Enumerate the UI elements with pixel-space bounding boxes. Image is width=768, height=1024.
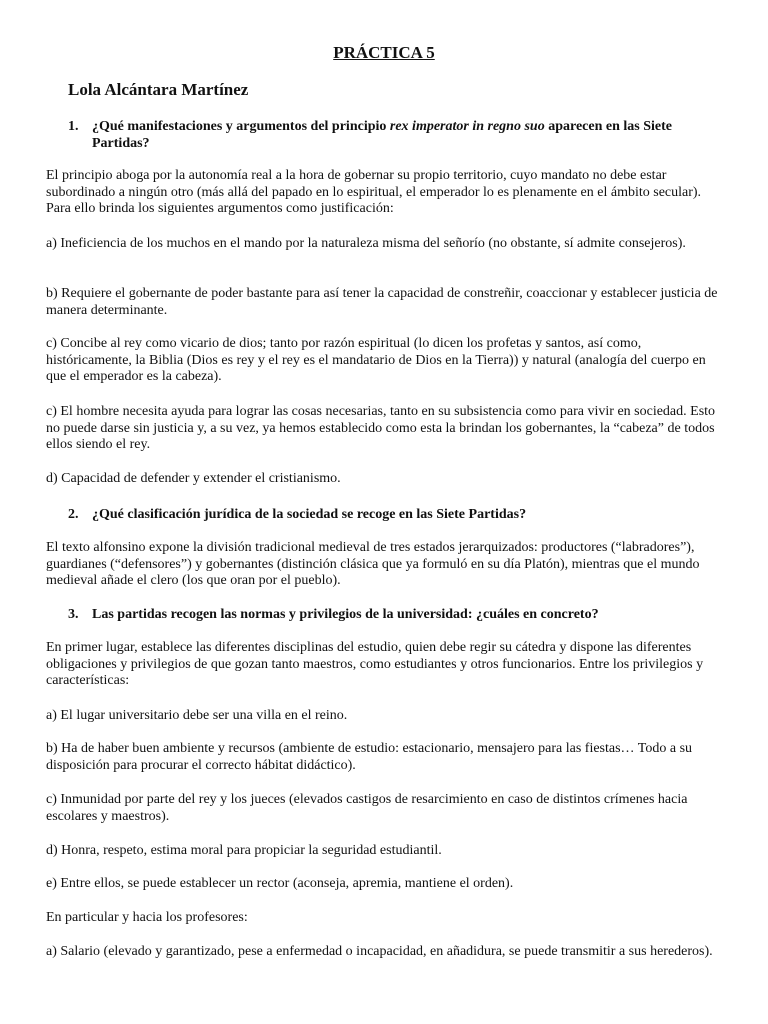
paragraph: a) Salario (elevado y garantizado, pese a enfermedad o incapacidad, en añadidura, se puede transmitir a sus herederos). [46, 944, 713, 959]
question-number: 2. [68, 507, 79, 522]
question-text: ¿Qué clasificación jurídica de la sociedad se recoge en las Siete Partidas? [92, 507, 527, 522]
paragraph: a) Ineficiencia de los muchos en el mando por la naturaleza misma del señorío (no obstante, sí admite consejeros). [46, 236, 686, 251]
paragraph: d) Honra, respeto, estima moral para propiciar la seguridad estudiantil. [46, 843, 442, 858]
question-text: Las partidas recogen las normas y privilegios de la universidad: ¿cuáles en concreto? [92, 607, 599, 622]
paragraph: c) El hombre necesita ayuda para lograr las cosas necesarias, tanto en su subsistencia como para vivir en sociedad. Esto no puede darse sin justicia y, a su vez, ya hemos establecido como esta la brindan los gobernantes, la “cabeza” de todos ellos siendo el rey. [46, 404, 716, 452]
paragraph: El texto alfonsino expone la división tradicional medieval de tres estados jerarquizados: productores (“labradores”), guardianes (“defensores”) y gobernantes (distinción clásica que ya formuló en su día Platón), mientras que el mundo medieval añade el clero (los que oran por el pueblo). [46, 540, 700, 588]
paragraph: En particular y hacia los profesores: [46, 910, 248, 925]
author-name: Lola Alcántara Martínez [68, 80, 249, 99]
page-title: PRÁCTICA 5 [333, 43, 435, 62]
paragraph: El principio aboga por la autonomía real a la hora de gobernar su propio territorio, cuyo mandato no debe estar subordinado a ningún otro (más allá del papado en lo espiritual, el emperador lo es plenamente en el ámbito secular). Para ello brinda los siguientes argumentos como justificación: [46, 168, 702, 216]
question-text: ¿Qué manifestaciones y argumentos del principio rex imperator in regno suo aparecen en las Siete Partidas? [92, 119, 672, 151]
paragraph: d) Capacidad de defender y extender el cristianismo. [46, 471, 341, 486]
paragraph: c) Inmunidad por parte del rey y los jueces (elevados castigos de resarcimiento en caso de distintos crímenes hacia escolares y maestros). [46, 792, 688, 824]
question-3 [68, 606, 708, 623]
paragraph: e) Entre ellos, se puede establecer un rector (aconseja, apremia, mantiene el orden). [46, 876, 514, 891]
question-2 [68, 506, 708, 523]
paragraph: b) Requiere el gobernante de poder bastante para así tener la capacidad de constreñir, coaccionar y establecer justicia de manera determinante. [46, 286, 718, 318]
question-number: 3. [68, 607, 79, 622]
question-1 [68, 118, 708, 152]
paragraph: c) Concibe al rey como vicario de dios; tanto por razón espiritual (lo dicen los profetas y santos, así como, históricamente, la Biblia (Dios es rey y el rey es el mandatario de Dios en la Tierra)) y natural (analogía del cuerpo en que el emperador es la cabeza). [46, 336, 706, 384]
latin-phrase: rex imperator in regno suo [389, 119, 545, 134]
paragraph: b) Ha de haber buen ambiente y recursos (ambiente de estudio: estacionario, mensajero para las fiestas… Todo a su disposición para procurar el correcto hábitat didáctico). [46, 741, 693, 773]
paragraph: a) El lugar universitario debe ser una villa en el reino. [46, 708, 348, 723]
question-number: 1. [68, 119, 79, 134]
paragraph: En primer lugar, establece las diferentes disciplinas del estudio, quien debe regir su cátedra y dispone las diferentes obligaciones y privilegios de que gozan tanto maestros, como estudiantes y otros funcionarios. Entre los privilegios y características: [46, 640, 704, 688]
